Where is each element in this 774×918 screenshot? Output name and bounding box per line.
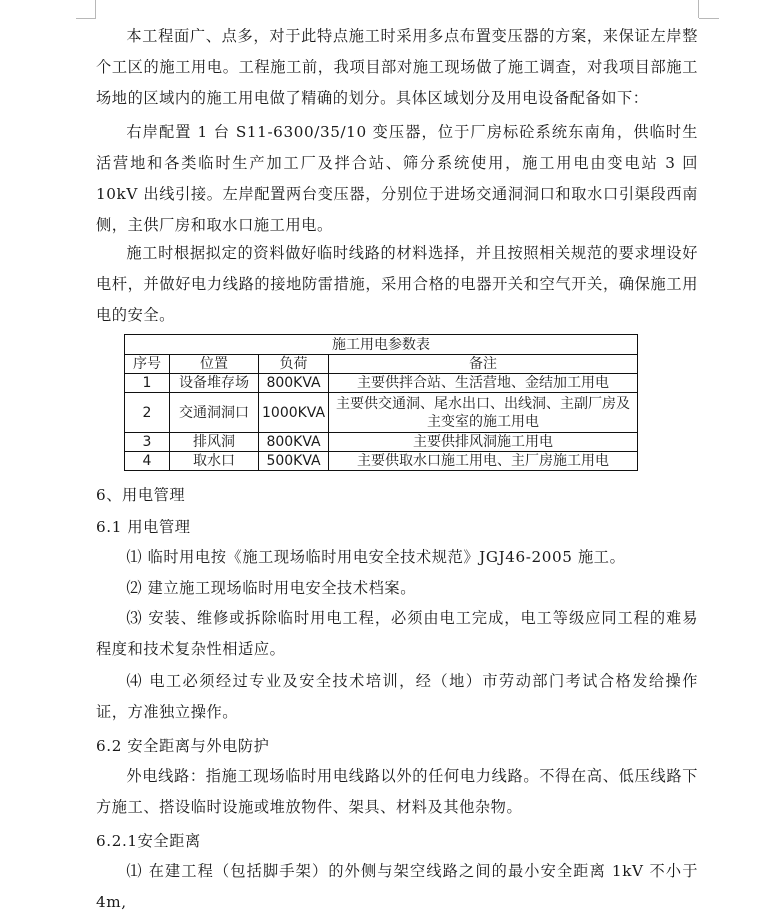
- list-item: ⑷ 电工必须经过专业及安全技术培训，经（地）市劳动部门考试合格发给操作证，方准独立操作。: [96, 672, 698, 721]
- paragraph-external-lines: 外电线路：指施工现场临时用电线路以外的任何电力线路。不得在高、低压线路下方施工、搭设临时设施或堆放物件、架具、材料及其他杂物。: [96, 767, 698, 816]
- paragraph-intro: 本工程面广、点多，对于此特点施工时采用多点布置变压器的方案，来保证左岸整个工区的施工用电。工程施工前，我项目部对施工现场做了施工调查，对我项目部施工场地的区域内的施工用电做了精确的划分。具体区域划分及用电设备配备如下：: [96, 27, 698, 107]
- cell-load: 800KVA: [259, 433, 329, 452]
- table-row: [125, 452, 638, 471]
- cell-location: 设备堆存场: [170, 374, 259, 393]
- list-item: ⑵ 建立施工现场临时用电安全技术档案。: [126, 579, 416, 597]
- header-index: 序号: [125, 355, 170, 374]
- paragraph-transformers: 右岸配置 1 台 S11-6300/35/10 变压器，位于厂房标砼系统东南角，供临时生活营地和各类临时生产加工厂及拌合站、筛分系统使用，施工用电由变电站 3 回 10kV 出线引接。左岸配置两台变压器，分别位于进场交通洞洞口和取水口引渠段西南侧，主供厂房和取水口施工用电。: [96, 123, 698, 234]
- cell-load: 1000KVA: [259, 393, 329, 433]
- cell-load: 800KVA: [259, 374, 329, 393]
- cell-remarks: 主要供排风洞施工用电: [329, 433, 638, 452]
- cell-index: 4: [125, 452, 170, 471]
- table-header-row: [125, 355, 638, 374]
- subsection-heading-6-2-1: 6.2.1安全距离: [96, 832, 201, 850]
- subsection-heading-6-1: 6.1 用电管理: [96, 518, 191, 536]
- cell-index: 2: [125, 393, 170, 433]
- list-item: ⑴ 在建工程（包括脚手架）的外侧与架空线路之间的最小安全距离 1kV 不小于 4m,: [96, 862, 698, 911]
- cell-index: 1: [125, 374, 170, 393]
- paragraph-lines: 施工时根据拟定的资料做好临时线路的材料选择，并且按照相关规范的要求埋设好电杆，并做好电力线路的接地防雷措施，采用合格的电器开关和空气开关，确保施工用电的安全。: [96, 244, 698, 324]
- list-item: ⑶ 安装、维修或拆除临时用电工程，必须由电工完成，电工等级应同工程的难易程度和技术复杂性相适应。: [96, 609, 698, 658]
- crop-mark-left-h: [76, 18, 96, 19]
- table-title: 施工用电参数表: [125, 335, 638, 355]
- cell-location: 取水口: [170, 452, 259, 471]
- table-row: [125, 433, 638, 452]
- cell-index: 3: [125, 433, 170, 452]
- cell-remarks: 主要供取水口施工用电、主厂房施工用电: [329, 452, 638, 471]
- cell-location: 排风洞: [170, 433, 259, 452]
- crop-mark-right-h: [699, 18, 719, 19]
- header-location: 位置: [170, 355, 259, 374]
- list-item: ⑴ 临时用电按《施工现场临时用电安全技术规范》JGJ46-2005 施工。: [126, 548, 626, 566]
- power-parameter-table: [124, 334, 638, 471]
- section-heading-6: 6、用电管理: [96, 486, 186, 504]
- crop-mark-right: [698, 0, 699, 18]
- subsection-heading-6-2: 6.2 安全距离与外电防护: [96, 737, 270, 755]
- cell-remarks: 主要供交通洞、尾水出口、出线洞、主副厂房及主变室的施工用电: [329, 393, 638, 433]
- crop-mark-left: [95, 0, 96, 18]
- cell-load: 500KVA: [259, 452, 329, 471]
- header-remarks: 备注: [329, 355, 638, 374]
- cell-remarks: 主要供拌合站、生活营地、金结加工用电: [329, 374, 638, 393]
- cell-location: 交通洞洞口: [170, 393, 259, 433]
- table-row: [125, 393, 638, 433]
- header-load: 负荷: [259, 355, 329, 374]
- table-row: [125, 374, 638, 393]
